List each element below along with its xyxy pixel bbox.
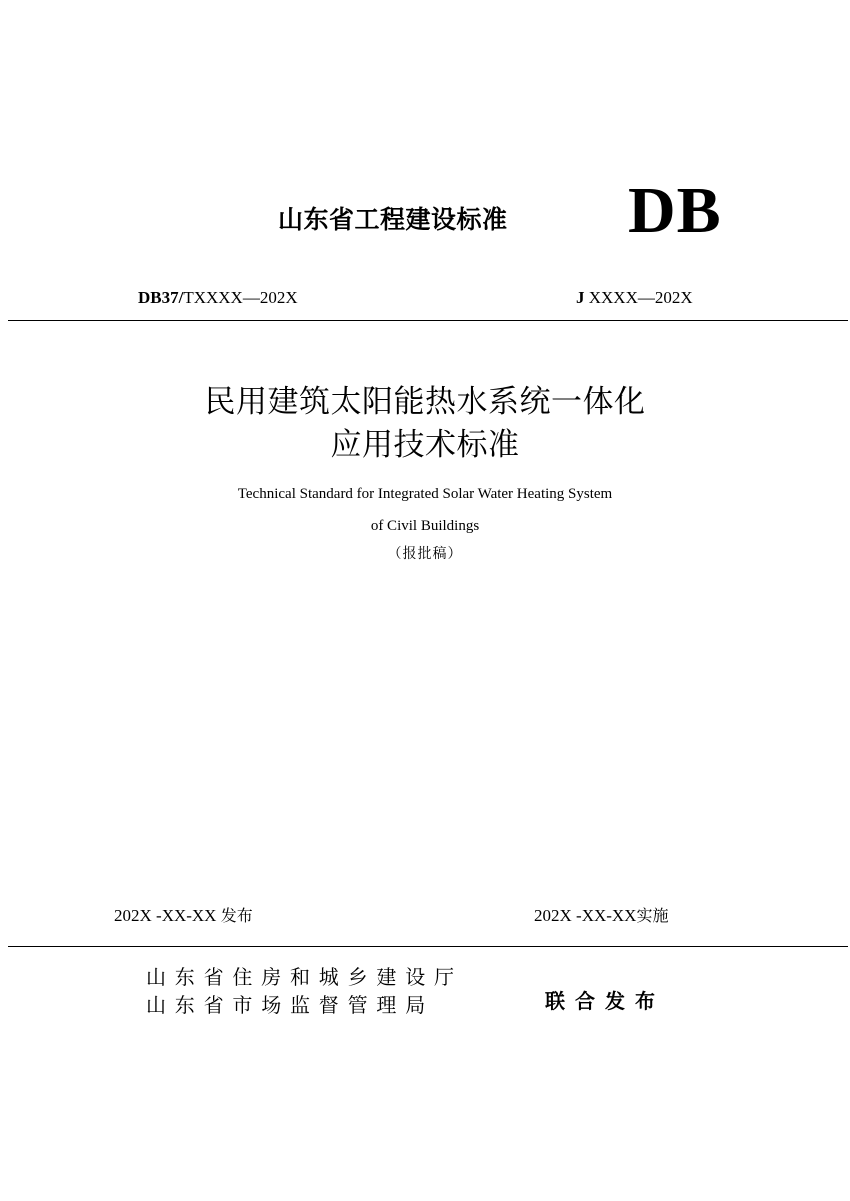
standard-category: 山东省工程建设标准 — [278, 205, 508, 234]
db-standard-code — [138, 288, 298, 308]
chinese-title-line2: 应用技术标准 — [330, 427, 520, 463]
english-title-line2: of Civil Buildings — [370, 518, 480, 534]
top-divider — [8, 320, 848, 321]
db-mark: DB — [628, 174, 722, 247]
j-standard-code — [576, 288, 693, 308]
db-code-number: TXXXX—202X — [183, 288, 298, 307]
bottom-divider — [8, 946, 848, 947]
issuer-market-regulation: 山东省市场监督管理局 — [146, 993, 434, 1017]
j-code-number: XXXX—202X — [584, 288, 693, 307]
chinese-title — [0, 381, 850, 467]
joint-issue-label: 联合发布 — [545, 989, 665, 1013]
publish-date — [114, 903, 253, 926]
publish-label: 发布 — [220, 906, 253, 925]
chinese-title-line1: 民用建筑太阳能热水系统一体化 — [204, 384, 646, 420]
english-title — [0, 478, 850, 542]
issuing-authorities — [146, 963, 463, 1019]
implement-label: 实施 — [636, 906, 669, 925]
publish-date-value: 202X -XX-XX — [114, 906, 217, 925]
english-title-line1: Technical Standard for Integrated Solar Water Heating System — [237, 486, 613, 502]
db-code-prefix: DB37/ — [138, 288, 184, 307]
draft-status: （报批稿） — [387, 546, 463, 562]
implement-date-value: 202X -XX-XX — [534, 906, 637, 925]
implement-date — [534, 903, 668, 926]
j-code-prefix: J — [576, 288, 585, 307]
issuer-housing-department: 山东省住房和城乡建设厅 — [146, 965, 463, 989]
